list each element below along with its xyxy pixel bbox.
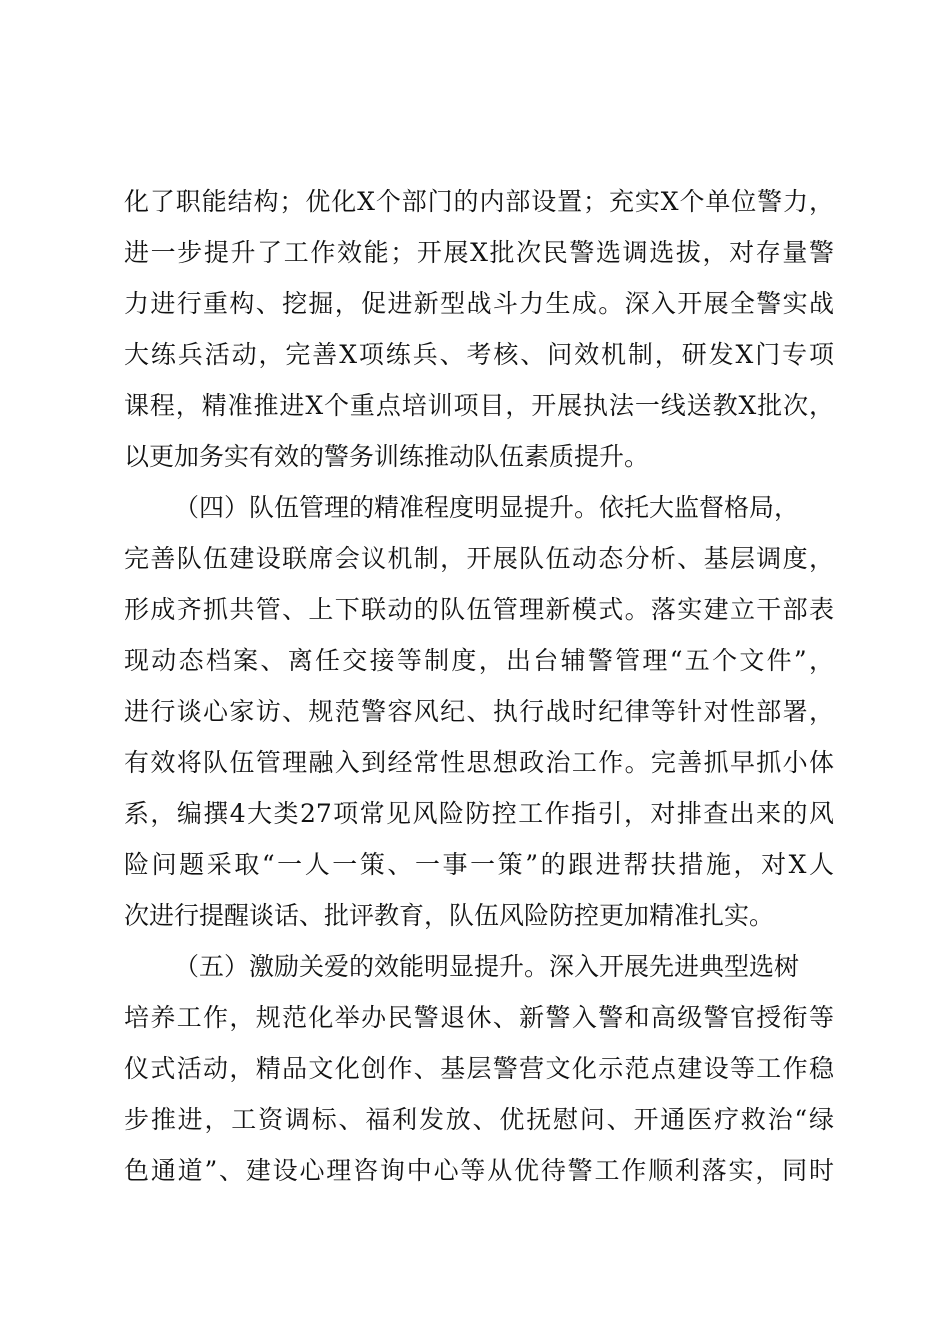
section-heading-line: （五）激励关爱的效能明显提升。深入开展先进典型选树	[174, 952, 800, 981]
text-line: 步推进，工资调标、福利发放、优抚慰问、开通医疗救治“绿	[124, 1105, 834, 1134]
text-line: 色通道”、建设心理咨询中心等从优待警工作顺利落实，同时	[124, 1156, 834, 1185]
text-line: 形成齐抓共管、上下联动的队伍管理新模式。落实建立干部表	[124, 595, 834, 624]
text-line: 进一步提升了工作效能；开展X批次民警选调选拔，对存量警	[124, 238, 834, 267]
text-line: 有效将队伍管理融入到经常性思想政治工作。完善抓早抓小体	[124, 748, 834, 777]
text-line: 培养工作，规范化举办民警退休、新警入警和高级警官授衔等	[124, 1003, 834, 1032]
text-line: 以更加务实有效的警务训练推动队伍素质提升。	[124, 442, 650, 471]
section-heading-line: （四）队伍管理的精准程度明显提升。依托大监督格局，	[174, 493, 800, 522]
text-line: 现动态档案、离任交接等制度，出台辅警管理“五个文件”，	[124, 646, 834, 675]
text-line: 系，编撰4大类27项常见风险防控工作指引，对排查出来的风	[124, 799, 834, 828]
text-line: 大练兵活动，完善X项练兵、考核、问效机制，研发X门专项	[124, 340, 834, 369]
text-line: 仪式活动，精品文化创作、基层警营文化示范点建设等工作稳	[124, 1054, 834, 1083]
text-line: 完善队伍建设联席会议机制，开展队伍动态分析、基层调度，	[124, 544, 834, 573]
text-line: 次进行提醒谈话、批评教育，队伍风险防控更加精准扎实。	[124, 901, 775, 930]
text-line: 课程，精准推进X个重点培训项目，开展执法一线送教X批次，	[124, 391, 834, 420]
text-line: 险问题采取“一人一策、一事一策”的跟进帮扶措施，对X人	[124, 850, 834, 879]
text-line: 化了职能结构；优化X个部门的内部设置；充实X个单位警力，	[124, 187, 834, 216]
document-body	[124, 176, 834, 1196]
text-line: 力进行重构、挖掘，促进新型战斗力生成。深入开展全警实战	[124, 289, 834, 318]
text-line: 进行谈心家访、规范警容风纪、执行战时纪律等针对性部署，	[124, 697, 834, 726]
